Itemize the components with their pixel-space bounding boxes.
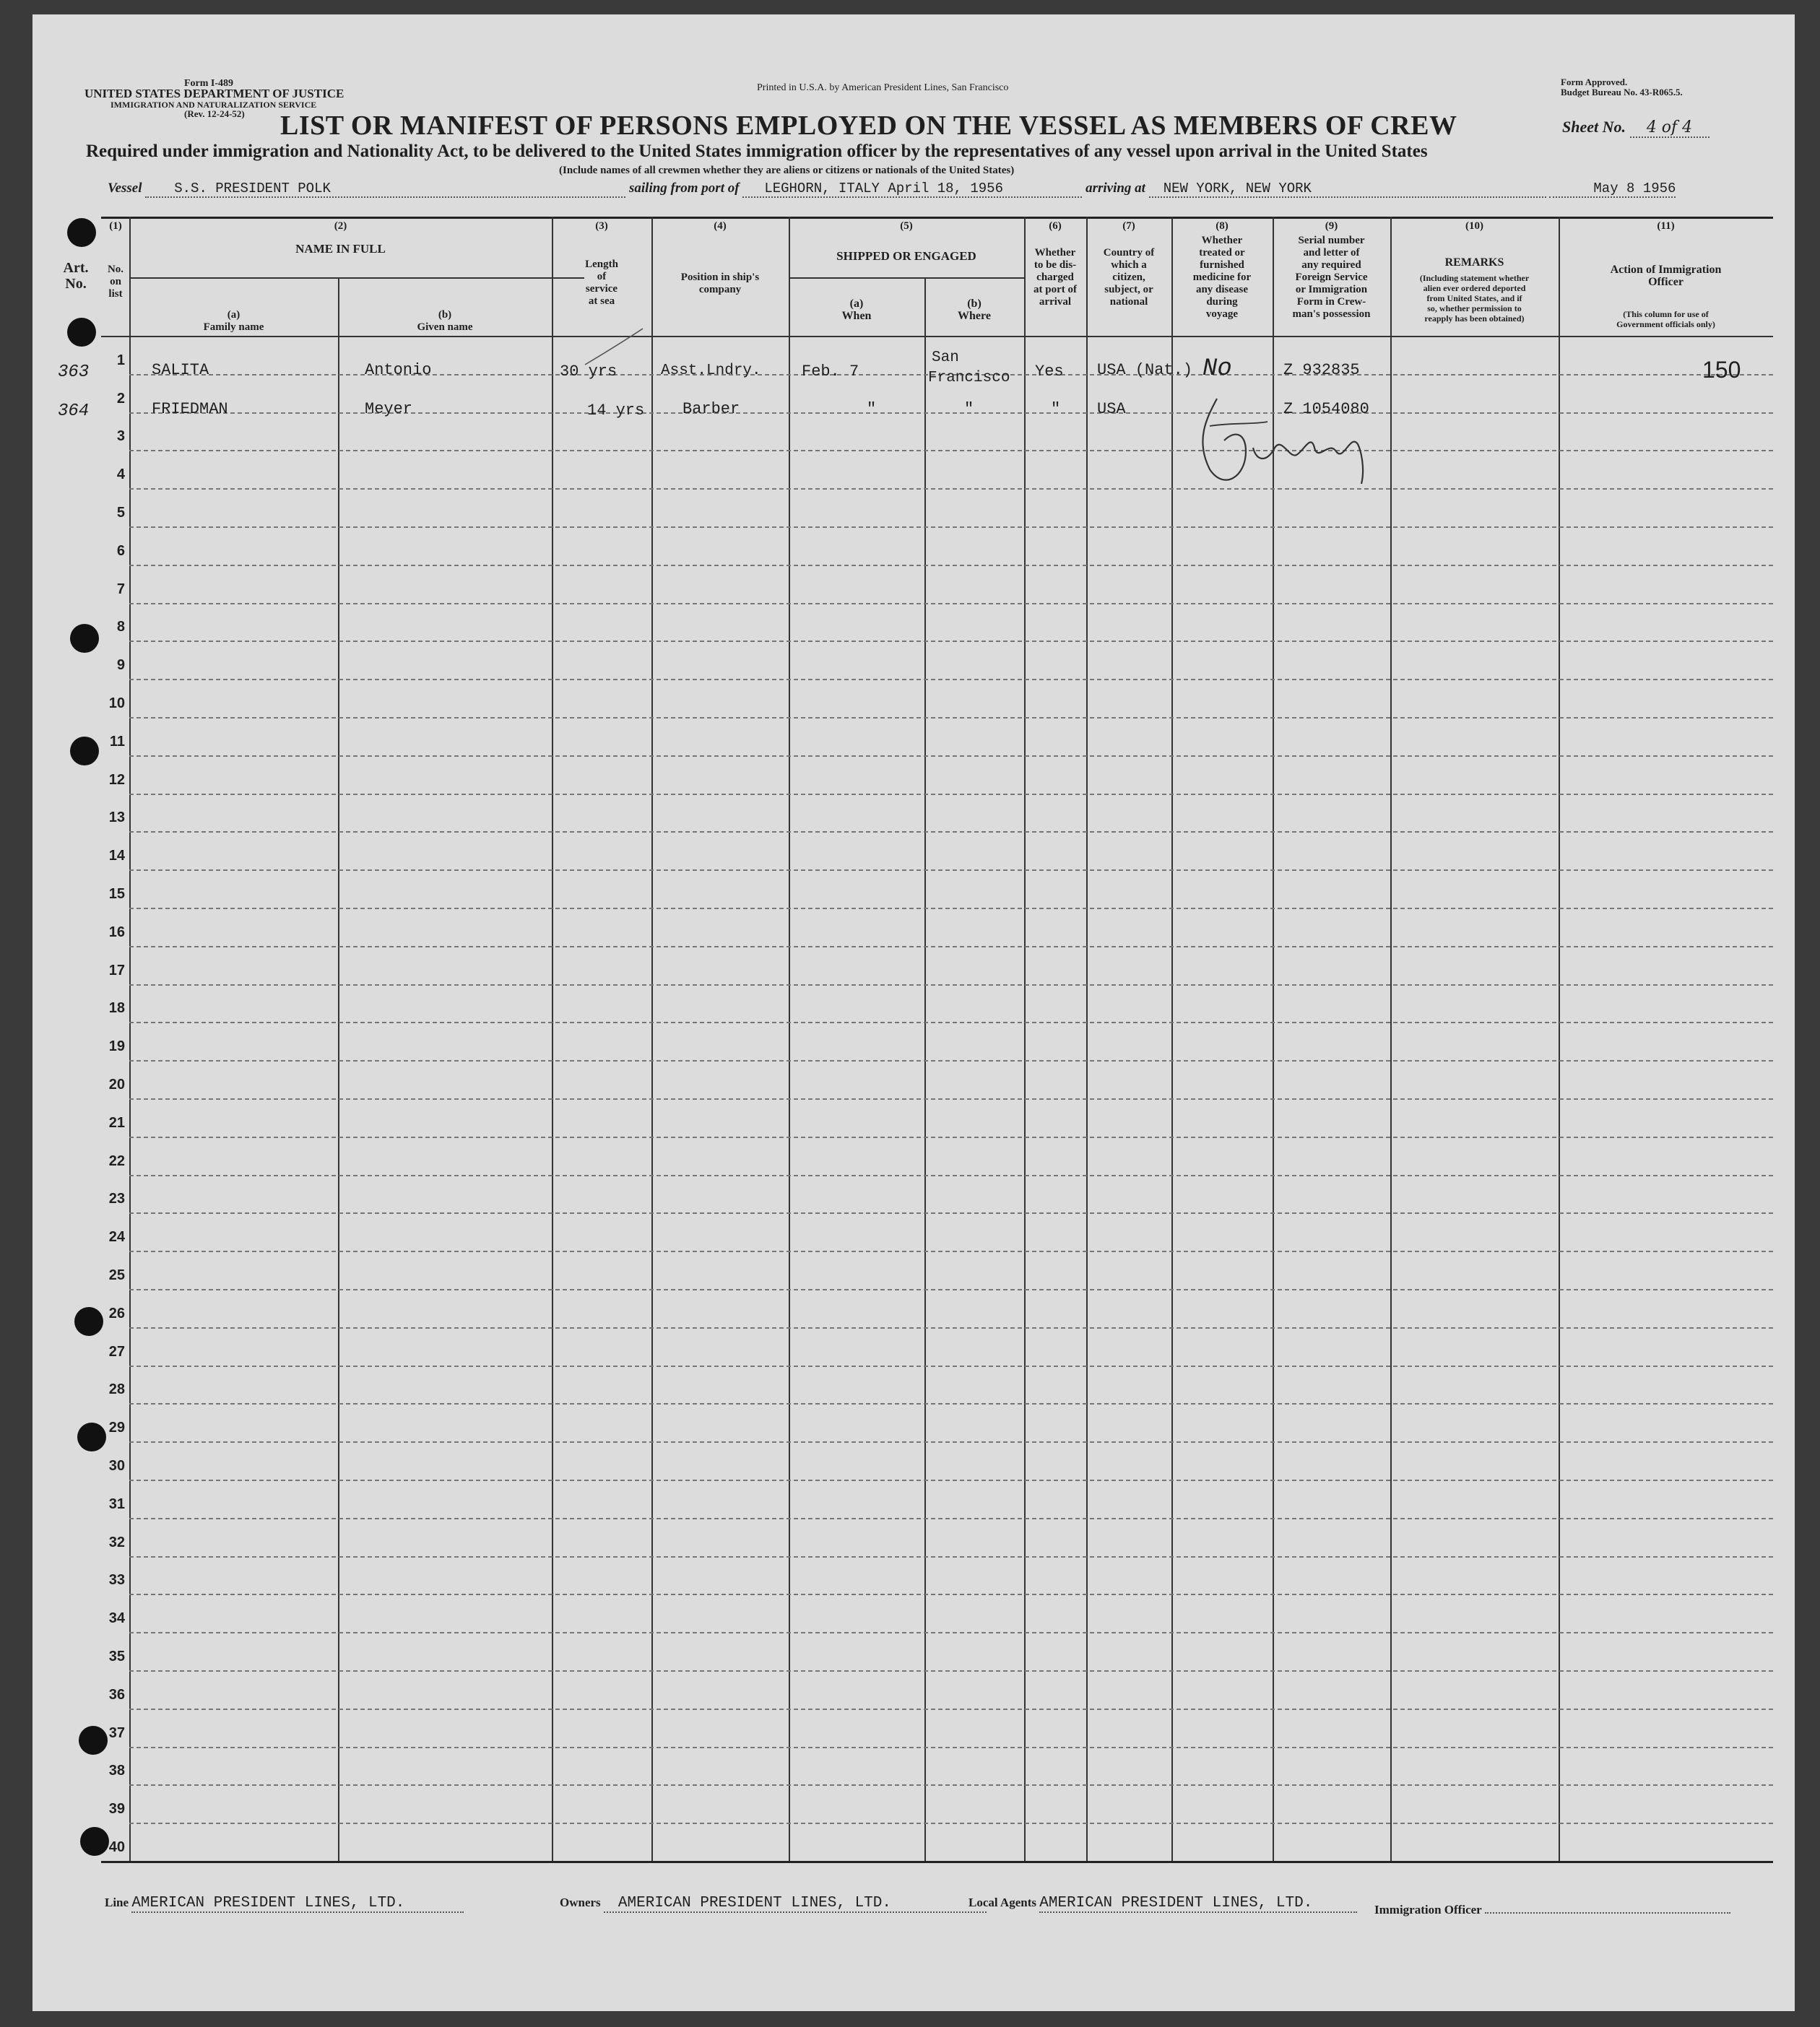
position-1: Asst.Lndry.	[661, 363, 761, 379]
art-no-1: 363	[58, 363, 90, 382]
manifest-sheet	[32, 14, 1795, 2011]
row-number: 38	[108, 1763, 125, 1779]
header-col10-note: (Including statement whether alien ever ordered deported from United States, and if so, whether permission to reapply has been obtained)	[1419, 273, 1530, 324]
row-number: 15	[108, 886, 125, 902]
row-line	[129, 1137, 1773, 1138]
header-bottom-border	[101, 336, 1773, 337]
row-number: 29	[108, 1420, 125, 1436]
row-number: 39	[108, 1801, 125, 1818]
header-col5a: (a) When	[841, 298, 872, 322]
row-line	[129, 1175, 1773, 1176]
header-col7: Country of which a citizen, subject, or national	[1103, 247, 1155, 308]
header-col4: Position in ship's company	[680, 272, 760, 295]
position-2: Barber	[682, 400, 740, 418]
punch-hole	[67, 218, 96, 247]
row-line	[129, 1403, 1773, 1405]
punch-hole	[67, 318, 96, 347]
row-number: 13	[108, 810, 125, 826]
header-art-no: Art. No.	[63, 260, 89, 292]
arrival-date: May 8 1956	[1549, 181, 1676, 198]
row-line	[129, 526, 1773, 528]
row-number: 37	[108, 1724, 125, 1741]
row-line	[129, 946, 1773, 947]
row-line	[129, 717, 1773, 719]
footer-owners	[560, 1895, 987, 1913]
agents-label: Local Agents	[968, 1896, 1036, 1909]
family-name-1: SALITA	[152, 361, 209, 379]
vessel-line	[108, 181, 1676, 198]
line-label: Line	[105, 1896, 129, 1909]
vessel-value: S.S. PRESIDENT POLK	[145, 181, 625, 198]
row-line	[129, 755, 1773, 757]
header-col9-num: (9)	[1325, 220, 1338, 232]
row-line	[129, 869, 1773, 871]
header-col5: SHIPPED OR ENGAGED	[836, 249, 976, 263]
header-col2b: (b) Given name	[417, 309, 473, 333]
row-line	[129, 1289, 1773, 1290]
column-divider	[129, 217, 131, 1861]
footer-agents	[968, 1895, 1357, 1913]
arriving-label: arriving at	[1086, 181, 1145, 196]
header-col5-num: (5)	[900, 220, 913, 232]
medicine-1: No	[1202, 355, 1232, 383]
officer-value	[1485, 1899, 1730, 1914]
row-number: 19	[108, 1038, 125, 1055]
header-col10: REMARKS	[1444, 256, 1504, 269]
footer-line	[105, 1895, 464, 1913]
where-1-line2: Francisco	[928, 370, 1010, 386]
row-line	[129, 831, 1773, 833]
punch-hole	[70, 737, 99, 765]
header-col2-num: (2)	[334, 220, 347, 232]
row-number: 16	[108, 924, 125, 940]
row-line	[129, 1518, 1773, 1519]
header-col8: Whether treated or furnished medicine for any disease during voyage	[1192, 235, 1252, 320]
table-bottom-border	[101, 1861, 1773, 1863]
form-number: Form I-489	[184, 78, 234, 89]
serial-1: Z 932835	[1283, 361, 1360, 379]
row-number: 36	[108, 1686, 125, 1703]
row-number: 12	[108, 771, 125, 788]
row-number: 10	[108, 695, 125, 711]
page-title: LIST OR MANIFEST OF PERSONS EMPLOYED ON THE VESSEL AS MEMBERS OF CREW	[280, 110, 1457, 141]
row-line	[129, 1366, 1773, 1367]
column-divider	[552, 217, 553, 1861]
header-col8-num: (8)	[1216, 220, 1228, 232]
serial-2: Z 1054080	[1283, 400, 1369, 418]
row-line	[129, 1327, 1773, 1329]
form-approved: Form Approved.	[1561, 77, 1628, 87]
row-number: 24	[108, 1229, 125, 1246]
revision: (Rev. 12-24-52)	[184, 108, 245, 119]
row-line	[129, 1670, 1773, 1672]
row-number: 21	[108, 1114, 125, 1131]
row-line	[129, 1747, 1773, 1748]
sailing-label: sailing from port of	[629, 181, 740, 196]
row-number: 35	[108, 1649, 125, 1664]
art-no-2: 364	[58, 402, 90, 421]
row-line	[129, 1594, 1773, 1595]
row-line	[129, 1556, 1773, 1558]
printer-note: Printed in U.S.A. by American President Lines, San Francisco	[757, 82, 1009, 93]
service-1: 30 yrs	[560, 363, 618, 381]
service: IMMIGRATION AND NATURALIZATION SERVICE	[110, 100, 317, 110]
row-number: 23	[108, 1191, 125, 1207]
name-subdivider	[129, 277, 584, 279]
country-2: USA	[1097, 400, 1126, 418]
header-col11: Action of Immigration Officer	[1610, 264, 1722, 288]
officer-initials-scribble	[1166, 390, 1405, 498]
discharged-1: Yes	[1035, 363, 1064, 381]
header-col7-num: (7)	[1122, 220, 1135, 232]
row-line	[129, 679, 1773, 680]
header-col2a: (a) Family name	[203, 309, 264, 333]
row-line	[129, 1480, 1773, 1481]
row-line	[129, 603, 1773, 604]
row-number: 30	[108, 1458, 125, 1474]
where-2: "	[964, 400, 974, 418]
header-col1: No. on list	[107, 264, 124, 300]
header-col10-num: (10)	[1465, 220, 1483, 232]
owners-label: Owners	[560, 1896, 601, 1909]
column-divider	[924, 277, 926, 1861]
given-name-1: Antonio	[365, 361, 432, 379]
row-line	[129, 1251, 1773, 1252]
row-number: 20	[108, 1077, 125, 1093]
row-line	[129, 1098, 1773, 1100]
header-col9: Serial number and letter of any required Foreign Service or Immigration Form in Crew- man's possession	[1292, 235, 1371, 320]
family-name-2: FRIEDMAN	[152, 400, 228, 418]
row-number: 4	[116, 466, 125, 483]
row-number: 11	[109, 733, 125, 750]
row-line	[129, 1441, 1773, 1443]
when-2: "	[867, 400, 877, 418]
row-line	[129, 984, 1773, 986]
row-number: 34	[108, 1610, 125, 1627]
row-line	[129, 565, 1773, 566]
header-col11-note: (This column for use of Government officials only)	[1616, 309, 1715, 329]
row-line	[129, 1823, 1773, 1824]
sheet-label-text: Sheet No.	[1562, 118, 1626, 136]
header-col6: Whether to be dis- charged at port of arrival	[1034, 247, 1077, 308]
line-value: AMERICAN PRESIDENT LINES, LTD.	[131, 1895, 464, 1913]
discharged-2: "	[1051, 400, 1061, 418]
header-col6-num: (6)	[1049, 220, 1062, 232]
vessel-label: Vessel	[108, 181, 142, 196]
row-number: 14	[108, 848, 125, 864]
column-divider	[1559, 217, 1560, 1861]
subtitle: Required under immigration and Nationality Act, to be delivered to the United States immigration officer by the representatives of any vessel upon arrival in the United States	[86, 142, 1428, 161]
row-number: 40	[108, 1839, 125, 1855]
header-col4-num: (4)	[714, 220, 727, 232]
column-divider	[338, 277, 339, 1861]
row-number: 33	[108, 1572, 125, 1589]
column-divider	[651, 217, 653, 1861]
row-number: 31	[108, 1496, 125, 1512]
department: UNITED STATES DEPARTMENT OF JUSTICE	[84, 87, 344, 100]
row-number: 18	[108, 1000, 125, 1017]
column-divider	[1024, 217, 1026, 1861]
service-tick-mark	[581, 325, 646, 368]
budget-bureau: Budget Bureau No. 43-R065.5.	[1561, 87, 1683, 97]
row-line	[129, 1709, 1773, 1710]
given-name-2: Meyer	[365, 400, 413, 418]
row-line	[129, 641, 1773, 642]
when-1: Feb. 7	[802, 363, 859, 381]
row-number: 5	[116, 505, 125, 521]
row-number: 25	[108, 1267, 125, 1283]
row-line	[129, 450, 1773, 451]
row-line	[129, 488, 1773, 490]
row-line	[129, 908, 1773, 909]
row-number: 2	[116, 390, 125, 407]
row-number: 3	[116, 428, 125, 445]
sheet-value: 4 of 4	[1630, 118, 1710, 138]
table-top-border	[101, 217, 1773, 219]
row-number: 22	[108, 1153, 125, 1169]
row-line	[129, 1060, 1773, 1062]
officer-action-1: 150	[1702, 357, 1741, 383]
column-divider	[1086, 217, 1088, 1861]
owners-value: AMERICAN PRESIDENT LINES, LTD.	[604, 1895, 987, 1913]
header-col3: Length of service at sea	[585, 259, 618, 307]
footer-officer	[1374, 1899, 1730, 1917]
row-number: 1	[116, 352, 125, 368]
officer-label: Immigration Officer	[1374, 1903, 1482, 1917]
header-col3-num: (3)	[595, 220, 608, 232]
header-col2: NAME IN FULL	[295, 242, 386, 256]
row-line	[129, 1632, 1773, 1633]
subtitle-note: (Include names of all crewmen whether they are aliens or citizens or nationals of the United States)	[559, 165, 1015, 176]
header-col1-num: (1)	[109, 220, 122, 232]
service-2: 14 yrs	[587, 402, 645, 420]
header-col5b: (b) Where	[958, 298, 991, 322]
sailing-value: LEGHORN, ITALY April 18, 1956	[742, 181, 1082, 198]
sheet-label	[1562, 118, 1710, 138]
row-number: 26	[108, 1305, 125, 1321]
shipped-subdivider	[789, 277, 1024, 279]
row-number: 9	[116, 657, 125, 674]
row-number: 27	[108, 1343, 125, 1360]
column-divider	[789, 217, 790, 1861]
country-1: USA (Nat.)	[1097, 361, 1193, 379]
row-number: 6	[116, 542, 125, 559]
row-line	[129, 1022, 1773, 1023]
where-1-line1: San	[932, 350, 959, 366]
row-number: 8	[116, 619, 125, 635]
agents-value: AMERICAN PRESIDENT LINES, LTD.	[1039, 1895, 1357, 1913]
row-line	[129, 1212, 1773, 1214]
arriving-value: NEW YORK, NEW YORK	[1149, 181, 1546, 198]
row-number: 32	[108, 1534, 125, 1550]
punch-hole	[70, 624, 99, 653]
row-number: 7	[116, 581, 125, 597]
row-line	[129, 794, 1773, 795]
row-number: 17	[108, 962, 125, 978]
row-line	[129, 1784, 1773, 1786]
header-col11-num: (11)	[1657, 220, 1675, 232]
row-number: 28	[108, 1381, 125, 1398]
